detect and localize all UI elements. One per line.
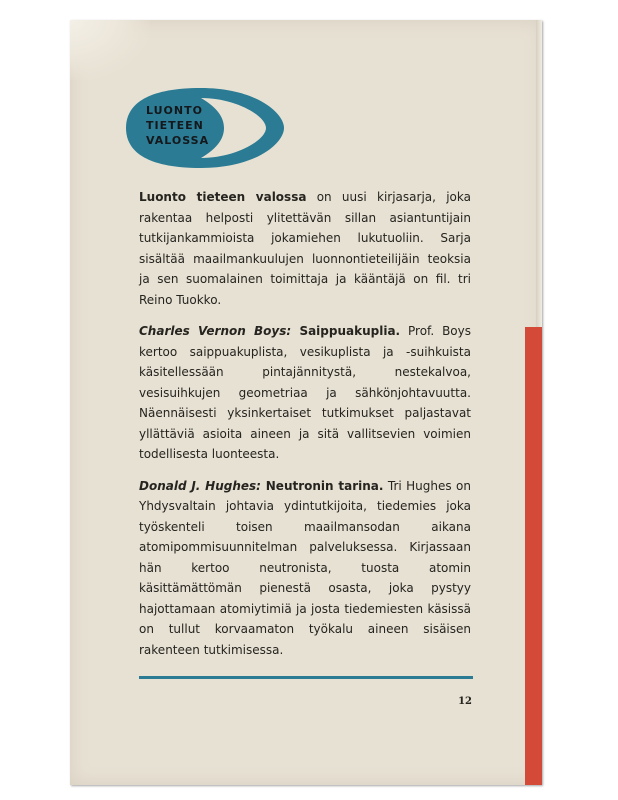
- divider-rule: [139, 676, 473, 679]
- red-cover-strip: [525, 327, 542, 785]
- book-entry-boys: [139, 321, 471, 465]
- logo-line-1: LUONTO: [146, 104, 203, 117]
- book-title: Neutronin tarina.: [260, 478, 384, 493]
- book-back-cover: [70, 20, 542, 785]
- book-description: Tri Hughes on Yhdysvaltain johtavia ydintutkijoita, tiedemies joka työskenteli toisen maailmansodan aikana atomipommisuunnitelman palveluksessa. Kirjassaan hän kertoo neutronista, tuosta atomin käsittämättömän pienestä osasta, joka pystyy hajottamaan atomiytimiä ja josta tiedemiesten käsissä on tullut korvaamaton työkalu aineen sisäisen rakenteen tutkimisessa.: [139, 478, 472, 657]
- series-name: Luonto tieteen valossa: [139, 190, 307, 204]
- author-name: Charles Vernon Boys:: [139, 324, 292, 338]
- book-entry-hughes: [139, 476, 471, 661]
- book-description: Prof. Boys kertoo saippuakuplista, vesikuplista ja -suihkuista käsitellessään pintajännitystä, nestekalvoa, vesisuihkujen geometriaa ja sähkönjohtavuutta. Näennäisesti yksinkertaiset tutkimukset paljastavat yllättäviä asioita aineen ja sitä vallitsevien voimien todellisesta luonteesta.: [139, 324, 472, 461]
- book-title: Saippuakuplia.: [291, 324, 401, 338]
- page-number: 12: [458, 696, 472, 707]
- intro-paragraph: [139, 187, 471, 310]
- description-text: [139, 187, 471, 671]
- author-name: Donald J. Hughes:: [139, 478, 261, 493]
- series-logo: [116, 78, 286, 178]
- intro-text: on uusi kirjasarja, joka rakentaa helposti ylitettävän sillan asiantuntijain tutkijankammioista jokamiehen lukutuoliin. Sarja sisältää maailmankuulujen luonnontieteilijäin teoksia ja sen suomalainen toimittaja ja kääntäjä on fil. tri Reino Tuokko.: [139, 190, 471, 307]
- logo-line-2: TIETEEN: [146, 119, 204, 132]
- logo-text: [146, 103, 226, 148]
- worn-corner: [70, 20, 150, 80]
- logo-line-3: VALOSSA: [146, 134, 210, 147]
